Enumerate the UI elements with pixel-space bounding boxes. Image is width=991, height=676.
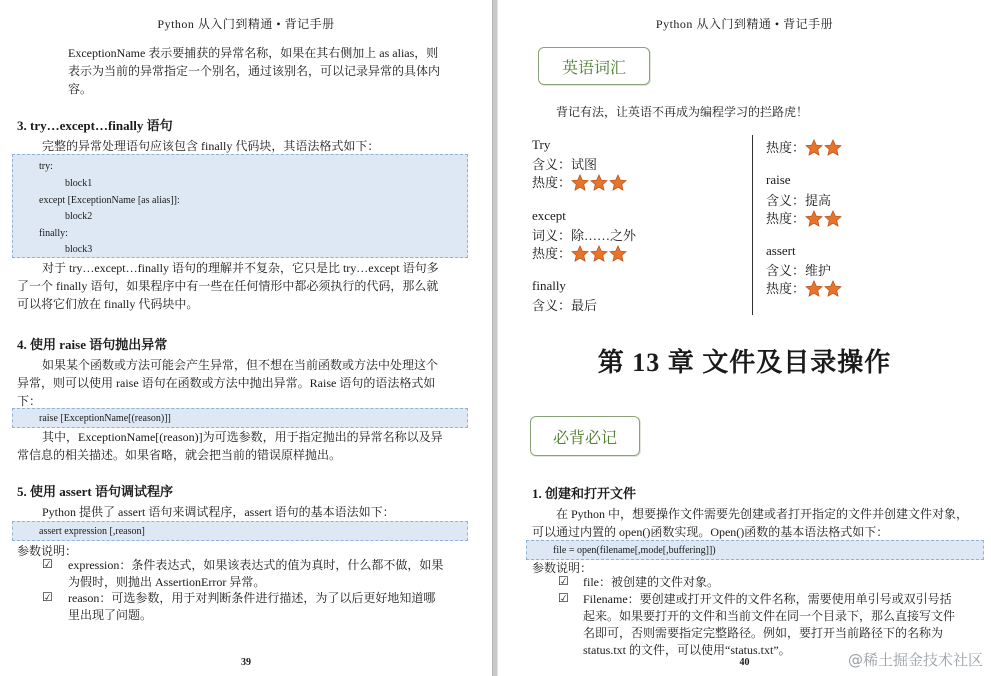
text-line: ExceptionName 表示要捕获的异常名称，如果在其右侧加上 as alias，则 bbox=[68, 46, 439, 60]
text-line: file：被创建的文件对象。 bbox=[583, 575, 719, 589]
text-line: 起来。如果要打开的文件和当前文件在同一个目录下，那么直接写文件 bbox=[583, 609, 956, 623]
param-item-expression bbox=[68, 557, 468, 591]
param-item-file bbox=[583, 574, 983, 591]
page-number: 40 bbox=[739, 657, 750, 668]
text-line: 了一个 finally 语句，如果程序中有一些在任何情形中都必须执行的代码，那么就 bbox=[17, 279, 439, 293]
section-1-title: 1. 创建和打开文件 bbox=[532, 486, 637, 501]
vocab-meaning: 含义：试图 bbox=[532, 157, 598, 172]
section-5-title: 5. 使用 assert 语句调试程序 bbox=[17, 484, 173, 499]
text-line: 可以将它们放在 finally 代码块中。 bbox=[17, 297, 199, 311]
text-line: 容。 bbox=[68, 82, 93, 96]
star-icon bbox=[805, 139, 823, 156]
checkbox-icon: ☑ bbox=[558, 574, 569, 588]
code-line: file = open(filename[,mode[,buffering]]) bbox=[553, 545, 716, 556]
section-3-title: 3. try…except…finally 语句 bbox=[17, 118, 173, 133]
text-line: 为假时，则抛出 AssertionError 异常。 bbox=[68, 575, 266, 589]
text-line: reason：可选参数，用于对判断条件进行描述，为了以后更好地知道哪 bbox=[68, 591, 436, 605]
star-icon bbox=[824, 210, 842, 227]
text-line: 名即可，否则需要指定完整路径。例如，要打开当前路径下的名称为 bbox=[583, 626, 944, 640]
star-icon bbox=[590, 174, 608, 191]
heat-stars bbox=[571, 246, 628, 261]
vocab-heat bbox=[532, 172, 628, 191]
vocab-heat bbox=[766, 278, 843, 297]
star-icon bbox=[609, 245, 627, 262]
heat-label: 热度： bbox=[766, 281, 806, 296]
heat-stars bbox=[805, 281, 843, 296]
heat-label: 热度： bbox=[766, 140, 806, 155]
vocab-word: raise bbox=[766, 172, 791, 187]
section-4-intro bbox=[17, 356, 477, 410]
heat-stars bbox=[805, 140, 843, 155]
checkbox-icon: ☑ bbox=[42, 557, 53, 571]
section-4-explanation bbox=[17, 428, 477, 464]
vocab-meaning: 含义：提高 bbox=[766, 193, 832, 208]
code-line: try: bbox=[39, 161, 53, 172]
section-1-intro bbox=[532, 505, 984, 541]
param-item-reason bbox=[68, 590, 468, 624]
code-block-assert bbox=[12, 521, 468, 541]
vocab-heat bbox=[532, 243, 628, 262]
star-icon bbox=[590, 245, 608, 262]
exception-name-paragraph bbox=[68, 44, 468, 98]
vocab-word: finally bbox=[532, 278, 566, 293]
vocab-divider bbox=[752, 135, 753, 315]
vocab-word: assert bbox=[766, 243, 796, 258]
text-line: 异常，则可以使用 raise 语句在函数或方法中抛出异常。Raise 语句的语法格式如 bbox=[17, 376, 436, 390]
must-remember-tag: 必背必记 bbox=[530, 416, 640, 456]
page-header: Python 从入门到精通 • 背记手册 bbox=[655, 17, 834, 31]
params-label: 参数说明： bbox=[17, 544, 78, 558]
vocab-meaning: 词义：除……之外 bbox=[532, 228, 637, 243]
checkbox-icon: ☑ bbox=[42, 590, 53, 604]
code-line: finally: bbox=[39, 228, 68, 239]
vocab-heat bbox=[766, 137, 843, 156]
star-icon bbox=[571, 245, 589, 262]
text-line: Filename：要创建或打开文件的文件名称，需要使用单引号或双引号括 bbox=[583, 592, 952, 606]
checkbox-icon: ☑ bbox=[558, 591, 569, 605]
heat-label: 热度： bbox=[532, 175, 572, 190]
watermark: @稀土掘金技术社区 bbox=[847, 651, 983, 669]
star-icon bbox=[609, 174, 627, 191]
code-line: block2 bbox=[65, 211, 93, 222]
page-header: Python 从入门到精通 • 背记手册 bbox=[157, 17, 335, 31]
params-label: 参数说明： bbox=[532, 561, 593, 575]
text-line: 下： bbox=[17, 394, 42, 408]
text-line: 如果某个函数或方法可能会产生异常，但不想在当前函数或方法中处理这个 bbox=[42, 358, 439, 372]
text-line: 表示为当前的异常指定一个别名，通过该别名，可以记录异常的具体内 bbox=[68, 64, 441, 78]
code-line: assert expression [,reason] bbox=[39, 526, 145, 537]
code-line: except [ExceptionName [as alias]]: bbox=[39, 195, 180, 206]
heat-label: 热度： bbox=[766, 211, 806, 226]
vocab-word: except bbox=[532, 208, 566, 223]
vocab-intro: 背记有法，让英语不再成为编程学习的拦路虎！ bbox=[556, 105, 809, 119]
code-block-raise bbox=[12, 408, 468, 428]
chapter-title: 第 13 章 文件及目录操作 bbox=[597, 348, 892, 377]
section-3-intro: 完整的异常处理语句应该包含 finally 代码块，其语法格式如下： bbox=[42, 139, 380, 153]
section-5-intro: Python 提供了 assert 语句来调试程序，assert 语句的基本语法如下： bbox=[42, 505, 395, 519]
code-block-try bbox=[12, 154, 468, 258]
code-line: block1 bbox=[65, 178, 93, 189]
code-block-open bbox=[526, 540, 984, 560]
left-page bbox=[0, 0, 492, 676]
text-line: expression：条件表达式，如果该表达式的值为真时，什么都不做，如果 bbox=[68, 558, 444, 572]
star-icon bbox=[805, 280, 823, 297]
vocab-tag: 英语词汇 bbox=[538, 47, 650, 85]
code-line: raise [ExceptionName[(reason)]] bbox=[39, 413, 171, 424]
section-4-title: 4. 使用 raise 语句抛出异常 bbox=[17, 337, 168, 352]
star-icon bbox=[824, 280, 842, 297]
text-line: 在 Python 中，想要操作文件需要先创建或者打开指定的文件并创建文件对象， bbox=[556, 507, 969, 521]
star-icon bbox=[805, 210, 823, 227]
text-line: 其中，ExceptionName[(reason)]为可选参数，用于指定抛出的异常名称以及异 bbox=[42, 430, 443, 444]
section-3-explanation bbox=[17, 259, 477, 313]
text-line: 对于 try…except…finally 语句的理解并不复杂，它只是比 try…except 语句多 bbox=[42, 261, 439, 275]
star-icon bbox=[824, 139, 842, 156]
star-icon bbox=[571, 174, 589, 191]
text-line: 里出现了问题。 bbox=[68, 608, 153, 622]
code-line: block3 bbox=[65, 244, 93, 255]
vocab-meaning: 含义：维护 bbox=[766, 263, 832, 278]
heat-label: 热度： bbox=[532, 246, 572, 261]
page-number: 39 bbox=[241, 657, 251, 668]
vocab-word: Try bbox=[532, 137, 551, 152]
right-page bbox=[498, 0, 991, 676]
vocab-meaning: 含义：最后 bbox=[532, 298, 598, 313]
text-line: 可以通过内置的 open()函数实现。Open()函数的基本语法格式如下： bbox=[532, 525, 889, 539]
vocab-heat bbox=[766, 208, 843, 227]
heat-stars bbox=[571, 175, 628, 190]
text-line: 常信息的相关描述。如果省略，就会把当前的错误原样抛出。 bbox=[17, 448, 342, 462]
text-line: status.txt 的文件，可以使用“status.txt”。 bbox=[583, 643, 791, 657]
heat-stars bbox=[805, 211, 843, 226]
